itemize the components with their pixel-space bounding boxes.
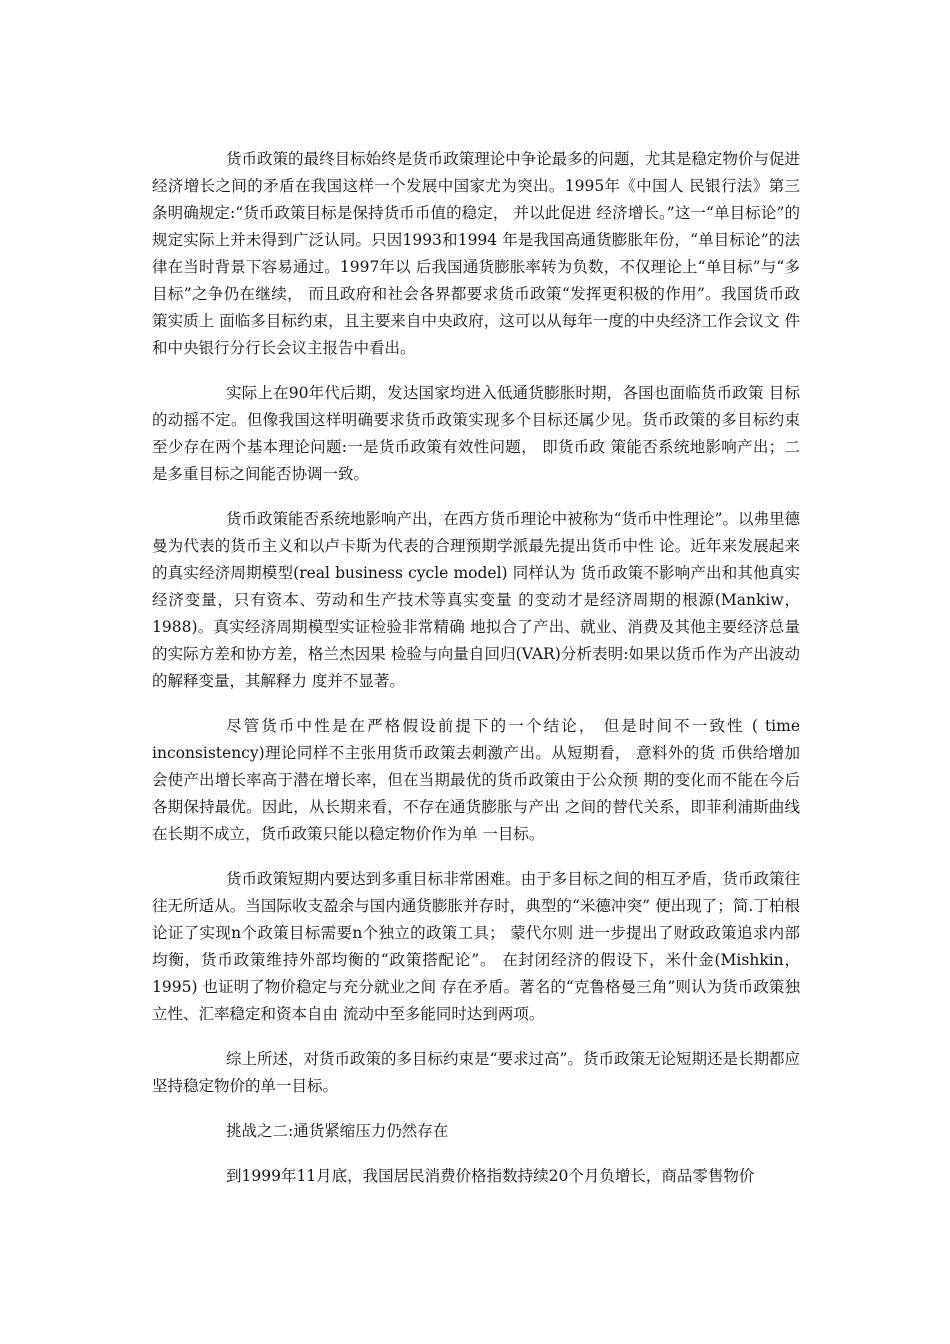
paragraph-multiple-targets: 货币政策短期内要达到多重目标非常困难。由于多目标之间的相互矛盾，货币政策往往无所适从。当国际收支盈余与国内通货膨胀并存时，典型的“米德冲突” 便出现了；简.丁柏根论证了实现n个政策目标需要n个独立的政策工具； 蒙代尔则 进一步提出了财政政策追求内部均衡，货币政策维持外部均衡的“政策搭配论”。 在封闭经济的假设下，米什金(Mishkin，1995) 也证明了物价稳定与充分就业之间 存在矛盾。著名的“克鲁格曼三角”则认为货币政策独立性、汇率稳定和资本自由 流动中至多能同时达到两项。 <box>152 870 800 1023</box>
document-body <box>152 146 805 1206</box>
paragraph-developed-countries: 实际上在90年代后期，发达国家均进入低通货膨胀时期，各国也面临货币政策 目标的动摇不定。但像我国这样明确要求货币政策实现多个目标还属少见。货币政策的多目标约束至少存在两个基本理论问题:一是货币政策有效性问题， 即货币政 策能否系统地影响产出；二是多重目标之间能否协调一致。 <box>152 384 800 483</box>
paragraph-monetary-policy-goals: 货币政策的最终目标始终是货币政策理论中争论最多的问题，尤其是稳定物价与促进经济增长之间的矛盾在我国这样一个发展中国家尤为突出。1995年《中国人 民银行法》第三条明确规定:“货币政策目标是保持货币币值的稳定， 并以此促进 经济增长。”这一“单目标论”的规定实际上并未得到广泛认同。只因1993和1994 年是我国高通货膨胀年份，“单目标论”的法律在当时背景下容易通过。1997年以 后我国通货膨胀率转为负数，不仅理论上“单目标”与“多目标”之争仍在继续， 而且政府和社会各界都要求货币政策“发挥更积极的作用”。我国货币政策实质上 面临多目标约束，且主要来自中央政府，这可以从每年一度的中央经济工作会议文 件和中央银行分行长会议主报告中看出。 <box>152 150 800 357</box>
paragraph-time-inconsistency: 尽管货币中性是在严格假设前提下的一个结论， 但是时间不一致性 ( time inconsistency)理论同样不主张用货币政策去刺激产出。从短期看， 意料外的货 币供给增加会使产出增长率高于潜在增长率，但在当期最优的货币政策由于公众预 期的变化而不能在今后各期保持最优。因此，从长期来看，不存在通货膨胀与产出 之间的替代关系，即菲利浦斯曲线在长期不成立，货币政策只能以稳定物价作为单 一目标。 <box>152 717 805 843</box>
paragraph-conclusion: 综上所述，对货币政策的多目标约束是“要求过高”。货币政策无论短期还是长期都应坚持稳定物价的单一目标。 <box>152 1050 800 1095</box>
paragraph-deflation-start: 到1999年11月底，我国居民消费价格指数持续20个月负增长，商品零售物价 <box>226 1167 755 1185</box>
paragraph-monetary-neutrality: 货币政策能否系统地影响产出，在西方货币理论中被称为“货币中性理论”。以弗里德曼为代表的货币主义和以卢卡斯为代表的合理预期学派最先提出货币中性 论。近年来发展起来的真实经济周期模型(real business cycle model) 同样认为 货币政策不影响产出和其他真实经济变量，只有资本、劳动和生产技术等真实变量 的变动才是经济周期的根源(Mankiw，1988)。真实经济周期模型实证检验非常精确 地拟合了产出、就业、消费及其他主要经济总量的实际方差和协方差，格兰杰因果 检验与向量自回归(VAR)分析表明:如果以货币作为产出波动的解释变量，其解释力 度并不显著。 <box>152 510 800 690</box>
section-heading: 挑战之二:通货紧缩压力仍然存在 <box>226 1122 449 1140</box>
